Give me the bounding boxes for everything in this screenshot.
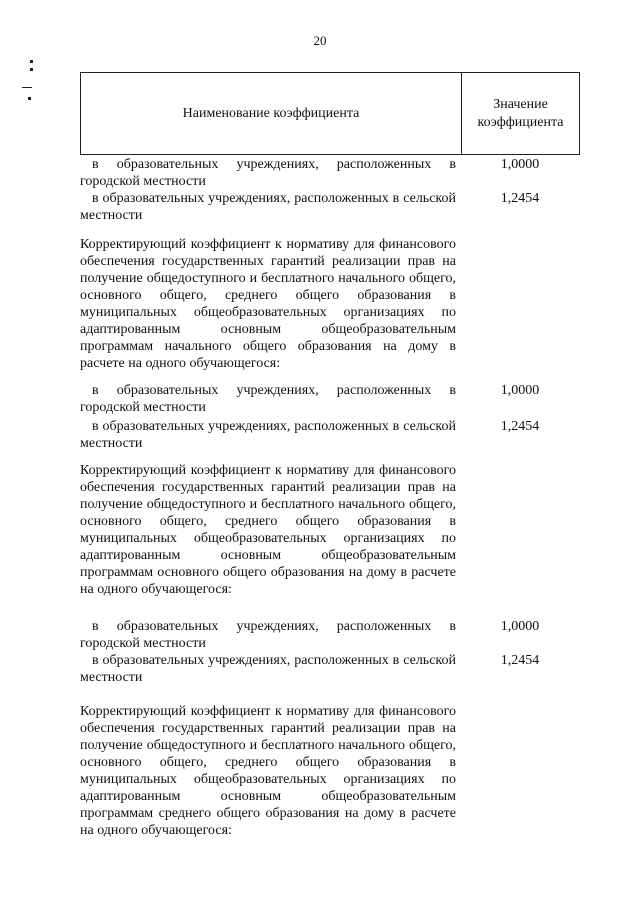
scan-mark bbox=[30, 60, 33, 63]
row-value: 1,0000 bbox=[500, 383, 540, 398]
table-header bbox=[80, 72, 580, 155]
header-value-line1: Значение bbox=[493, 96, 548, 112]
row-label: в образовательных учреждениях, расположенных в городской местности bbox=[80, 619, 456, 651]
row-value: 1,2454 bbox=[500, 419, 540, 434]
scan-mark bbox=[28, 97, 31, 100]
row-value: 1,0000 bbox=[500, 619, 540, 634]
row-label: в образовательных учреждениях, расположенных в сельской местности bbox=[80, 191, 456, 223]
page-number: 20 bbox=[313, 33, 327, 48]
row-value: 1,2454 bbox=[500, 653, 540, 668]
row-label: в образовательных учреждениях, расположенных в сельской местности bbox=[80, 653, 456, 685]
scan-mark bbox=[30, 68, 33, 71]
header-value-line2: коэффициента bbox=[477, 114, 564, 130]
row-value: 1,2454 bbox=[500, 191, 540, 206]
coefficient-heading: Корректирующий коэффициент к нормативу для финансового обеспечения государственных гарантий реализации прав на получение общедоступного и бесплатного начального общего, основного общего, среднего общего образования в муниципальных общеобразовательных организациях по адаптированным основным общеобразовательным программам среднего общего образования на дому в расчете на одного обучающегося: bbox=[80, 704, 456, 838]
coefficient-heading: Корректирующий коэффициент к нормативу для финансового обеспечения государственных гарантий реализации прав на получение общедоступного и бесплатного начального общего, основного общего, среднего общего образования в муниципальных общеобразовательных организациях по адаптированным основным общеобразовательным программам начального общего образования на дому в расчете на одного обучающегося: bbox=[80, 237, 456, 371]
row-label: в образовательных учреждениях, расположенных в городской местности bbox=[80, 383, 456, 415]
header-value-cell bbox=[462, 73, 579, 154]
row-label: в образовательных учреждениях, расположенных в сельской местности bbox=[80, 419, 456, 451]
coefficient-heading: Корректирующий коэффициент к нормативу для финансового обеспечения государственных гарантий реализации прав на получение общедоступного и бесплатного начального общего, основного общего, среднего общего образования в муниципальных общеобразовательных организациях по адаптированным основным общеобразовательным программам основного общего образования на дому в расчете на одного обучающегося: bbox=[80, 463, 456, 597]
scan-mark bbox=[22, 87, 32, 88]
header-name-cell: Наименование коэффициента bbox=[182, 105, 360, 121]
row-label: в образовательных учреждениях, расположенных в городской местности bbox=[80, 157, 456, 189]
row-value: 1,0000 bbox=[500, 157, 540, 172]
